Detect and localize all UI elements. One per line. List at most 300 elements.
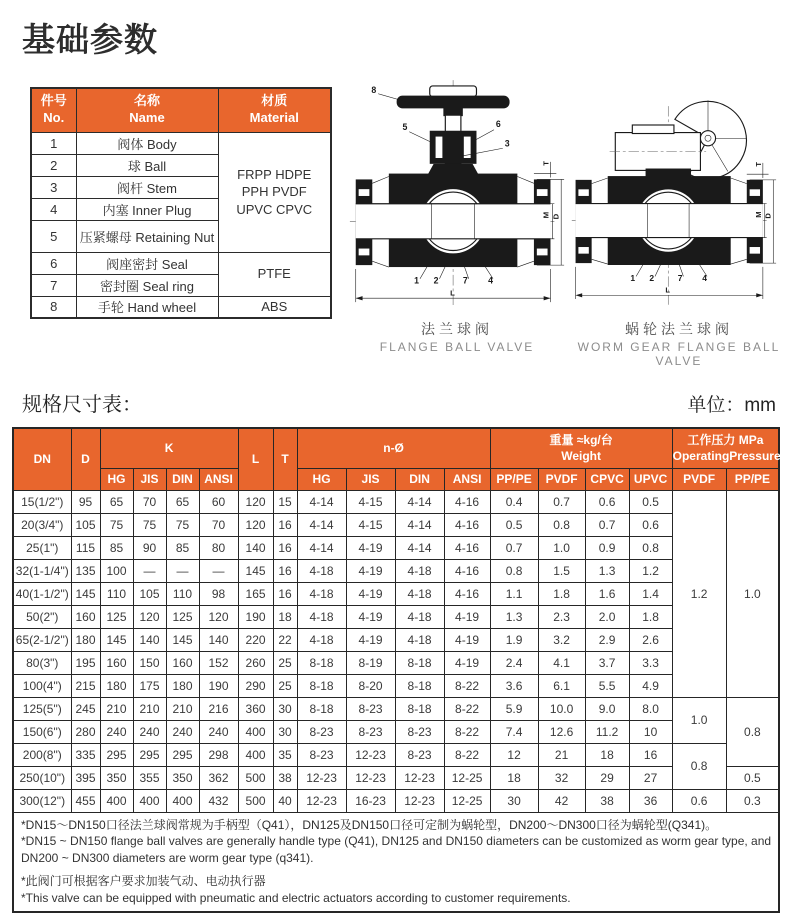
spec-row <box>13 490 779 513</box>
spec-n: 12-23 <box>395 789 444 812</box>
spec-n: 4-14 <box>297 536 346 559</box>
parts-header-name <box>76 88 218 132</box>
spec-t: 16 <box>273 559 297 582</box>
spec-weight: 3.2 <box>538 628 585 651</box>
spec-n: 8-22 <box>444 720 490 743</box>
spec-k: 140 <box>199 628 238 651</box>
spec-t: 38 <box>273 766 297 789</box>
spec-l: 360 <box>238 697 273 720</box>
part-no: 4 <box>31 198 76 220</box>
spec-dn: 80(3") <box>13 651 71 674</box>
spec-dn: 25(1") <box>13 536 71 559</box>
spec-n: 4-19 <box>346 582 395 605</box>
spec-t: 30 <box>273 697 297 720</box>
spec-weight: 1.4 <box>629 582 672 605</box>
spec-weight: 1.6 <box>585 582 629 605</box>
spec-row <box>13 628 779 651</box>
spec-d: 105 <box>71 513 100 536</box>
spec-row <box>13 766 779 789</box>
part-name: 球 Ball <box>76 154 218 176</box>
parts-table <box>30 87 332 319</box>
spec-header-row-1 <box>13 428 779 468</box>
parts-header-no-cn: 件号 <box>40 93 67 109</box>
spec-t: 25 <box>273 651 297 674</box>
spec-n: 12-23 <box>346 766 395 789</box>
spec-n: 4-18 <box>297 628 346 651</box>
spec-d: 135 <box>71 559 100 582</box>
spec-n: 8-20 <box>346 674 395 697</box>
part-no: 3 <box>31 176 76 198</box>
spec-weight: 1.3 <box>490 605 538 628</box>
spec-k: 240 <box>100 720 133 743</box>
spec-k: 90 <box>133 536 166 559</box>
spec-d: 95 <box>71 490 100 513</box>
spec-row <box>13 605 779 628</box>
part-name: 阀杆 Stem <box>76 176 218 198</box>
spec-row <box>13 513 779 536</box>
spec-weight: 7.4 <box>490 720 538 743</box>
part-no: 2 <box>31 154 76 176</box>
dim-T: T <box>541 161 551 166</box>
spec-weight: 0.5 <box>490 513 538 536</box>
col-k-hg: HG <box>100 468 133 490</box>
spec-n: 4-18 <box>395 628 444 651</box>
spec-l: 120 <box>238 490 273 513</box>
pressure-label-cn: 工作压力 MPa <box>687 433 764 448</box>
spec-weight: 12.6 <box>538 720 585 743</box>
parts-row <box>31 132 331 154</box>
col-dn: DN <box>13 428 71 490</box>
spec-t: 18 <box>273 605 297 628</box>
spec-weight: 2.6 <box>629 628 672 651</box>
part-material: ABS <box>218 296 331 318</box>
spec-row <box>13 559 779 582</box>
spec-k: 65 <box>166 490 199 513</box>
col-w-cpvc: CPVC <box>585 468 629 490</box>
spec-n: 8-18 <box>297 651 346 674</box>
spec-weight: 3.7 <box>585 651 629 674</box>
col-n-jis: JIS <box>346 468 395 490</box>
spec-k: 75 <box>166 513 199 536</box>
spec-weight: 10.0 <box>538 697 585 720</box>
spec-weight: 8.0 <box>629 697 672 720</box>
spec-k: 240 <box>199 720 238 743</box>
parts-header-name-cn: 名称 <box>133 93 160 109</box>
spec-n: 4-16 <box>444 582 490 605</box>
spec-n: 12-25 <box>444 789 490 812</box>
spec-l: 120 <box>238 513 273 536</box>
dim-L: L <box>665 285 671 295</box>
spec-k: 105 <box>133 582 166 605</box>
flange-ball-valve-diagram <box>346 73 568 368</box>
spec-k: 110 <box>166 582 199 605</box>
spec-n: 12-23 <box>395 766 444 789</box>
spec-dn: 65(2-1/2") <box>13 628 71 651</box>
spec-k: 75 <box>100 513 133 536</box>
spec-d: 195 <box>71 651 100 674</box>
spec-n: 8-23 <box>346 720 395 743</box>
spec-pressure-pvdf: 0.8 <box>672 743 726 789</box>
diagram2-caption-en: WORM GEAR FLANGE BALL VALVE <box>577 340 781 368</box>
callout-2: 2 <box>433 275 439 286</box>
spec-n: 4-16 <box>444 513 490 536</box>
spec-n: 8-18 <box>297 697 346 720</box>
spec-k: 400 <box>133 789 166 812</box>
spec-n: 4-19 <box>346 605 395 628</box>
spec-l: 145 <box>238 559 273 582</box>
spec-n: 12-25 <box>444 766 490 789</box>
col-t: T <box>273 428 297 490</box>
parts-header-no <box>31 88 76 132</box>
spec-pressure-pppe: 0.5 <box>726 766 779 789</box>
spec-n: 8-23 <box>297 720 346 743</box>
spec-weight: 5.9 <box>490 697 538 720</box>
spec-k: 152 <box>199 651 238 674</box>
part-no: 8 <box>31 296 76 318</box>
diagrams <box>332 73 790 368</box>
spec-k: 70 <box>199 513 238 536</box>
spec-pressure-pvdf: 1.2 <box>672 490 726 697</box>
weight-label-en: Weight <box>561 449 601 464</box>
spec-n: 4-14 <box>395 490 444 513</box>
spec-d: 335 <box>71 743 100 766</box>
col-w-upvc: UPVC <box>629 468 672 490</box>
spec-weight: 1.8 <box>629 605 672 628</box>
weight-label-cn: 重量 ≈kg/台 <box>549 433 613 448</box>
spec-k: 120 <box>199 605 238 628</box>
spec-l: 400 <box>238 720 273 743</box>
part-no: 6 <box>31 252 76 274</box>
spec-t: 16 <box>273 536 297 559</box>
spec-row <box>13 651 779 674</box>
parts-header-material-cn: 材质 <box>261 93 288 109</box>
spec-t: 15 <box>273 490 297 513</box>
spec-weight: 12 <box>490 743 538 766</box>
spec-n: 8-23 <box>346 697 395 720</box>
spec-k: 210 <box>100 697 133 720</box>
spec-k: 216 <box>199 697 238 720</box>
col-p-pppe: PP/PE <box>726 468 779 490</box>
spec-n: 12-23 <box>346 743 395 766</box>
col-w-pppe: PP/PE <box>490 468 538 490</box>
spec-n: 16-23 <box>346 789 395 812</box>
spec-weight: 0.7 <box>538 490 585 513</box>
callout-7: 7 <box>462 275 468 286</box>
callout-8: 8 <box>371 84 377 95</box>
spec-dn: 20(3/4") <box>13 513 71 536</box>
spec-n: 4-15 <box>346 513 395 536</box>
flange-ball-valve-drawing <box>346 73 568 317</box>
spec-weight: 21 <box>538 743 585 766</box>
spec-weight: 36 <box>629 789 672 812</box>
col-k-din: DIN <box>166 468 199 490</box>
spec-weight: 0.8 <box>538 513 585 536</box>
spec-row <box>13 743 779 766</box>
spec-k: 180 <box>166 674 199 697</box>
spec-n: 4-19 <box>346 628 395 651</box>
col-n-ansi: ANSI <box>444 468 490 490</box>
spec-weight: 2.3 <box>538 605 585 628</box>
spec-dn: 50(2") <box>13 605 71 628</box>
spec-weight: 1.8 <box>538 582 585 605</box>
spec-weight: 16 <box>629 743 672 766</box>
part-no: 5 <box>31 220 76 252</box>
spec-weight: 5.5 <box>585 674 629 697</box>
note-line: *此阀门可根据客户要求加装气动、电动执行器 <box>21 873 266 888</box>
spec-n: 4-18 <box>297 605 346 628</box>
spec-k: — <box>199 559 238 582</box>
spec-weight: 38 <box>585 789 629 812</box>
col-l: L <box>238 428 273 490</box>
spec-k: — <box>133 559 166 582</box>
dim-M: M <box>753 211 763 218</box>
spec-t: 40 <box>273 789 297 812</box>
spec-k: 240 <box>166 720 199 743</box>
spec-weight: 0.8 <box>490 559 538 582</box>
spec-weight: 6.1 <box>538 674 585 697</box>
spec-weight: 4.9 <box>629 674 672 697</box>
spec-k: — <box>166 559 199 582</box>
spec-l: 260 <box>238 651 273 674</box>
spec-row <box>13 697 779 720</box>
spec-n: 8-22 <box>444 697 490 720</box>
spec-weight: 27 <box>629 766 672 789</box>
spec-k: 140 <box>133 628 166 651</box>
spec-k: 210 <box>133 697 166 720</box>
spec-pressure-pvdf: 1.0 <box>672 697 726 743</box>
spec-k: 210 <box>166 697 199 720</box>
spec-l: 220 <box>238 628 273 651</box>
spec-dn: 200(8") <box>13 743 71 766</box>
spec-n: 8-23 <box>297 743 346 766</box>
spec-n: 8-18 <box>395 697 444 720</box>
spec-n: 4-18 <box>395 559 444 582</box>
spec-row <box>13 674 779 697</box>
spec-t: 35 <box>273 743 297 766</box>
spec-weight: 9.0 <box>585 697 629 720</box>
callout-4: 4 <box>488 275 494 286</box>
spec-weight: 0.5 <box>629 490 672 513</box>
note-line: *DN15 ~ DN150 flange ball valves are generally handle type (Q41), DN125 and DN150 diameters can be customized as worm gear type, and DN200 ~ DN300 diameters are worm gear type (q341). <box>21 834 772 866</box>
parts-header-no-en: No. <box>43 110 65 126</box>
part-no: 7 <box>31 274 76 296</box>
spec-dn: 40(1-1/2") <box>13 582 71 605</box>
col-k-jis: JIS <box>133 468 166 490</box>
spec-k: 190 <box>199 674 238 697</box>
note-line: *This valve can be equipped with pneumatic and electric actuators according to customer requirements. <box>21 890 571 905</box>
spec-t: 30 <box>273 720 297 743</box>
spec-n: 4-19 <box>444 605 490 628</box>
spec-t: 16 <box>273 582 297 605</box>
spec-weight: 10 <box>629 720 672 743</box>
col-w-pvdf: PVDF <box>538 468 585 490</box>
spec-k: 98 <box>199 582 238 605</box>
spec-dn: 250(10") <box>13 766 71 789</box>
spec-l: 500 <box>238 766 273 789</box>
spec-l: 290 <box>238 674 273 697</box>
spec-l: 500 <box>238 789 273 812</box>
spec-l: 165 <box>238 582 273 605</box>
spec-dn: 32(1-1/4") <box>13 559 71 582</box>
spec-k: 298 <box>199 743 238 766</box>
part-material: FRPP HDPE PPH PVDF UPVC CPVC <box>218 132 331 252</box>
spec-n: 4-19 <box>444 628 490 651</box>
spec-weight: 1.1 <box>490 582 538 605</box>
spec-pressure-pppe: 0.3 <box>726 789 779 812</box>
spec-k: 362 <box>199 766 238 789</box>
spec-dn: 15(1/2") <box>13 490 71 513</box>
col-group-n: n-Ø <box>297 428 490 468</box>
spec-weight: 3.6 <box>490 674 538 697</box>
part-material: PTFE <box>218 252 331 296</box>
spec-k: 150 <box>133 651 166 674</box>
spec-k: 75 <box>133 513 166 536</box>
spec-k: 120 <box>133 605 166 628</box>
spec-d: 395 <box>71 766 100 789</box>
dim-L: L <box>450 288 455 298</box>
spec-k: 65 <box>100 490 133 513</box>
spec-weight: 0.6 <box>585 490 629 513</box>
page-title: 基础参数 <box>22 21 158 58</box>
part-name: 手轮 Hand wheel <box>76 296 218 318</box>
spec-k: 110 <box>100 582 133 605</box>
dim-D: D <box>763 213 773 219</box>
spec-n: 4-19 <box>346 536 395 559</box>
spec-row <box>13 720 779 743</box>
spec-k: 85 <box>100 536 133 559</box>
spec-n: 8-22 <box>444 743 490 766</box>
callout-2: 2 <box>649 273 655 284</box>
spec-weight: 3.3 <box>629 651 672 674</box>
spec-k: 240 <box>133 720 166 743</box>
spec-n: 4-18 <box>395 582 444 605</box>
parts-header-material-en: Material <box>249 110 299 126</box>
spec-k: 432 <box>199 789 238 812</box>
spec-n: 4-14 <box>297 513 346 536</box>
pressure-label-en: OperatingPressure <box>672 449 781 464</box>
spec-weight: 29 <box>585 766 629 789</box>
spec-row <box>13 536 779 559</box>
parts-header-row <box>31 88 331 132</box>
spec-weight: 1.3 <box>585 559 629 582</box>
part-name: 阀体 Body <box>76 132 218 154</box>
spec-k: 355 <box>133 766 166 789</box>
parts-row <box>31 296 331 318</box>
spec-weight: 1.0 <box>538 536 585 559</box>
spec-notes-row <box>13 812 779 912</box>
spec-table-body <box>13 490 779 812</box>
part-name: 密封圈 Seal ring <box>76 274 218 296</box>
callout-7: 7 <box>677 273 683 284</box>
spec-n: 12-23 <box>297 789 346 812</box>
spec-k: 70 <box>133 490 166 513</box>
spec-n: 4-14 <box>395 536 444 559</box>
spec-weight: 0.6 <box>629 513 672 536</box>
spec-weight: 1.2 <box>629 559 672 582</box>
spec-n: 4-16 <box>444 536 490 559</box>
col-k-ansi: ANSI <box>199 468 238 490</box>
spec-row <box>13 582 779 605</box>
spec-t: 16 <box>273 513 297 536</box>
col-group-k: K <box>100 428 238 468</box>
spec-k: 400 <box>100 789 133 812</box>
spec-d: 115 <box>71 536 100 559</box>
parts-header-name-en: Name <box>129 110 165 126</box>
unit-label: 单位：mm <box>687 395 776 416</box>
spec-weight: 2.0 <box>585 605 629 628</box>
spec-k: 180 <box>100 674 133 697</box>
spec-k: 175 <box>133 674 166 697</box>
dim-D: D <box>551 213 561 220</box>
spec-n: 4-16 <box>444 559 490 582</box>
spec-n: 12-23 <box>297 766 346 789</box>
spec-weight: 0.9 <box>585 536 629 559</box>
spec-table <box>12 427 780 913</box>
spec-weight: 1.9 <box>490 628 538 651</box>
callout-5: 5 <box>402 121 408 132</box>
spec-n: 4-15 <box>346 490 395 513</box>
spec-d: 245 <box>71 697 100 720</box>
spec-heading-row <box>22 388 776 417</box>
spec-k: 350 <box>100 766 133 789</box>
spec-k: 295 <box>133 743 166 766</box>
spec-k: 350 <box>166 766 199 789</box>
spec-d: 215 <box>71 674 100 697</box>
spec-pressure-pppe: 1.0 <box>726 490 779 697</box>
spec-k: 145 <box>166 628 199 651</box>
col-group-pressure <box>672 428 779 468</box>
spec-weight: 1.5 <box>538 559 585 582</box>
spec-n: 4-18 <box>297 582 346 605</box>
spec-k: 80 <box>199 536 238 559</box>
spec-d: 180 <box>71 628 100 651</box>
spec-dn: 100(4") <box>13 674 71 697</box>
spec-l: 400 <box>238 743 273 766</box>
spec-n: 8-23 <box>395 743 444 766</box>
spec-weight: 18 <box>490 766 538 789</box>
spec-weight: 0.7 <box>585 513 629 536</box>
spec-k: 160 <box>166 651 199 674</box>
part-name: 内塞 Inner Plug <box>76 198 218 220</box>
spec-n: 4-18 <box>395 605 444 628</box>
spec-n: 8-18 <box>297 674 346 697</box>
diagram1-caption-en: FLANGE BALL VALVE <box>379 340 535 354</box>
note-line: *DN15～DN150口径法兰球阀常规为手柄型（Q41），DN125及DN150口径可定制为蜗轮型，DN200～DN300口径为蜗轮型(Q341)。 <box>21 817 718 832</box>
col-d: D <box>71 428 100 490</box>
spec-n: 8-19 <box>346 651 395 674</box>
dim-T: T <box>753 161 763 167</box>
spec-t: 25 <box>273 674 297 697</box>
dim-M: M <box>541 211 551 219</box>
spec-row <box>13 789 779 812</box>
spec-n: 4-19 <box>346 559 395 582</box>
callout-3: 3 <box>504 138 510 149</box>
spec-n: 4-19 <box>444 651 490 674</box>
spec-dn: 125(5") <box>13 697 71 720</box>
callout-1: 1 <box>630 273 636 284</box>
col-n-din: DIN <box>395 468 444 490</box>
spec-k: 85 <box>166 536 199 559</box>
spec-weight: 30 <box>490 789 538 812</box>
worm-gear-valve-drawing <box>568 73 778 317</box>
col-p-pvdf: PVDF <box>672 468 726 490</box>
callout-1: 1 <box>414 275 420 286</box>
spec-weight: 18 <box>585 743 629 766</box>
col-group-weight <box>490 428 672 468</box>
spec-weight: 0.7 <box>490 536 538 559</box>
spec-d: 160 <box>71 605 100 628</box>
spec-weight: 0.4 <box>490 490 538 513</box>
